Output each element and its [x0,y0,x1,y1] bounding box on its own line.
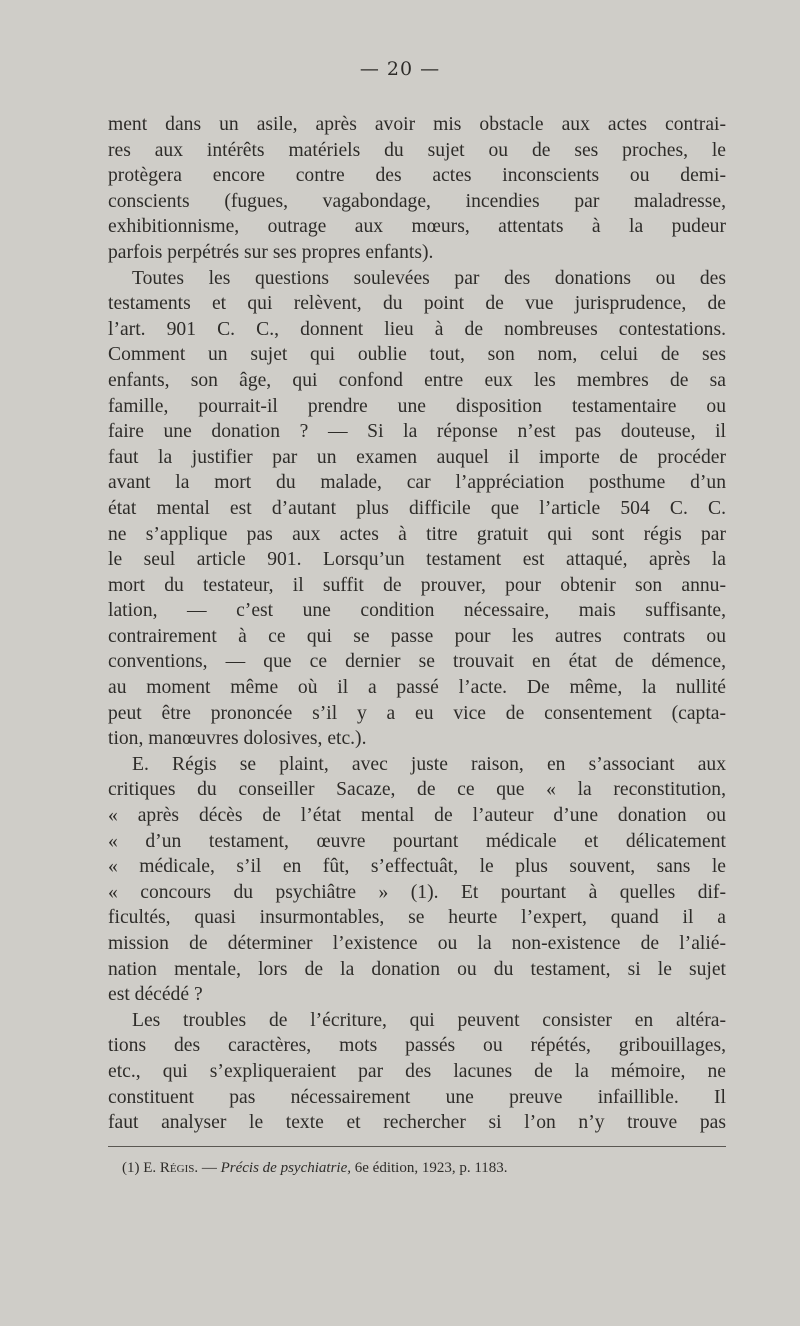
text-line: conventions, — que ce dernier se trouvait en état de démence, [108,651,726,673]
text-line: famille, pourrait-il prendre une disposition testamentaire ou [108,395,726,417]
text-line: testaments et qui relèvent, du point de vue jurisprudence, de [108,293,726,315]
footnote-dash: . — [194,1160,217,1176]
text-line: res aux intérêts matériels du sujet ou de ses proches, le [108,139,726,161]
text-line: faut la justifier par un examen auquel il importe de procéder [108,446,726,468]
text-line: Comment un sujet qui oublie tout, son nom, celui de ses [108,344,726,366]
text-line: conscients (fugues, vagabondage, incendies par maladresse, [108,190,726,212]
text-line: enfants, son âge, qui confond entre eux les membres de sa [108,369,726,391]
text-line: protègera encore contre des actes inconscients ou demi- [108,165,726,187]
text-line: ment dans un asile, après avoir mis obstacle aux actes contrai- [108,114,726,135]
text-line: tions des caractères, mots passés ou répétés, gribouillages, [108,1035,726,1057]
text-line: faire une donation ? — Si la réponse n’est pas douteuse, il [108,421,726,443]
text-line: faut analyser le texte et rechercher si l’on n’y trouve pas [108,1112,726,1134]
text-line: nation mentale, lors de la donation ou du testament, si le sujet [108,958,726,980]
text-line: parfois perpétrés sur ses propres enfants). [108,241,434,263]
text-line: etc., qui s’expliqueraient par des lacunes de la mémoire, ne [108,1060,726,1082]
text-line: « d’un testament, œuvre pourtant médicale et délicatement [108,830,726,852]
footnote-author: Régis [159,1160,195,1176]
footnote-divider [108,1146,726,1147]
text-line: état mental est d’autant plus difficile que l’article 504 C. C. [108,497,726,519]
text-line: « concours du psychiâtre » (1). Et pourtant à quelles dif- [108,881,726,903]
text-line: constituent pas nécessairement une preuve infaillible. Il [108,1086,726,1108]
text-line: « médicale, s’il en fût, s’effectuât, le plus souvent, sans le [108,856,726,878]
footnote-edition: 6e édition, 1923, p. 1183. [354,1160,508,1176]
text-line: Toutes les questions soulevées par des donations ou des [132,267,726,289]
text-line: Les troubles de l’écriture, qui peuvent consister en altéra- [132,1009,726,1031]
text-line: mort du testateur, il suffit de prouver, pour obtenir son annu- [108,574,726,596]
text-line: critiques du conseiller Sacaze, de ce que « la reconstitution, [108,779,726,801]
text-line: mission de déterminer l’existence ou la non-existence de l’alié- [108,933,726,954]
text-line: l’art. 901 C. C., donnent lieu à de nombreuses contestations. [108,318,726,340]
text-line: au moment même où il a passé l’acte. De même, la nullité [108,677,726,699]
text-line: exhibitionnisme, outrage aux mœurs, attentats à la pudeur [108,216,726,238]
text-line: avant la mort du malade, car l’appréciation posthume d’un [108,472,726,494]
text-line: contrairement à ce qui se passe pour les autres contrats ou [108,625,726,647]
text-line: E. Régis se plaint, avec juste raison, en s’associant aux [132,753,726,775]
text-line: « après décès de l’état mental de l’auteur d’une donation ou [108,805,726,827]
text-line: est décédé ? [108,984,203,1006]
footnote [122,1158,722,1178]
text-line: lation, — c’est une condition nécessaire, mais suffisante, [108,600,726,622]
body-text [108,112,726,1136]
text-line: peut être prononcée s’il y a eu vice de consentement (capta- [108,702,726,724]
text-line: tion, manœuvres dolosives, etc.). [108,728,367,750]
footnote-marker: (1) E. [122,1160,157,1176]
footnote-title: Précis de psychiatrie, [220,1160,351,1176]
text-line: le seul article 901. Lorsqu’un testament est attaqué, après la [108,549,726,571]
text-line: ne s’applique pas aux actes à titre gratuit qui sont régis par [108,523,726,545]
page-number: — 20 — [359,58,441,80]
text-line: ficultés, quasi insurmontables, se heurte l’expert, quand il a [108,907,726,929]
